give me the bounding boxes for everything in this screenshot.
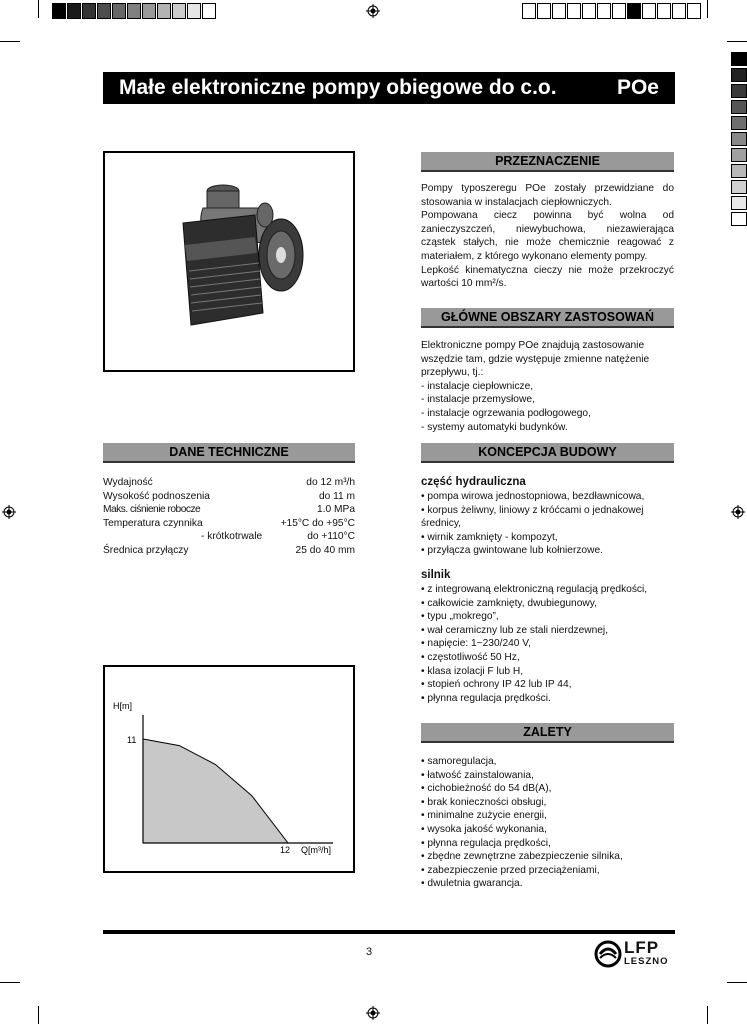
list-item: • brak konieczności obsługi, — [421, 796, 674, 810]
spec-value: 25 do 40 mm — [295, 544, 355, 556]
spec-label: Wydajność — [103, 477, 153, 488]
list-item: • zbędne zewnętrzne zabezpieczenie silnika, — [421, 850, 674, 864]
purpose-paragraph: Pompy typoszeregu POe zostały przewidziane do stosowania w instalacjach ciepłowniczych. — [421, 183, 674, 208]
page-title-bar — [103, 72, 675, 104]
advantages-list — [421, 755, 674, 891]
footer-rule — [103, 930, 675, 934]
spec-label: - krótkotrwale — [201, 531, 263, 543]
hydraulic-subheading: część hydrauliczna — [421, 476, 526, 488]
list-item: • wał ceramiczny lub ze stali nierdzewnej, — [421, 624, 681, 638]
list-item: • płynna regulacja prędkości, — [421, 837, 674, 851]
registration-mark-icon — [2, 505, 16, 519]
table-row — [103, 530, 355, 544]
advantages-text — [421, 755, 674, 891]
list-item: • wirnik zamknięty - kompozyt, — [421, 531, 681, 545]
company-logo — [594, 940, 676, 970]
crop-mark — [707, 1006, 708, 1024]
spec-label: Maks. ciśnienie robocze — [103, 504, 201, 516]
technical-data-table — [103, 476, 355, 558]
logo-text-bottom: LESZNO — [624, 956, 669, 967]
list-item: • częstotliwość 50 Hz, — [421, 651, 681, 665]
table-row — [103, 476, 355, 490]
pump-photo-frame — [103, 151, 355, 372]
list-item: - instalacje ciepłownicze, — [421, 380, 674, 394]
crop-mark — [38, 0, 39, 18]
list-item: • z integrowaną elektroniczną regulacją prędkości, — [421, 583, 681, 597]
table-row — [103, 490, 355, 504]
spec-value: do 11 m — [318, 490, 355, 502]
registration-mark-icon — [366, 1006, 380, 1020]
x-axis-label: Q[m³/h] — [301, 845, 332, 855]
table-row — [103, 517, 355, 531]
crop-mark — [0, 982, 20, 983]
list-item: • korpus żeliwny, liniowy z króćcami o jednakowej średnicy, — [421, 504, 681, 531]
purpose-text — [421, 182, 674, 291]
crop-mark — [727, 41, 747, 42]
list-item: • dwuletnia gwarancja. — [421, 877, 674, 891]
list-item: • płynna regulacja prędkości. — [421, 692, 681, 706]
list-item: - systemy automatyki budynków. — [421, 421, 674, 435]
list-item: • pompa wirowa jednostopniowa, bezdławnicowa, — [421, 490, 681, 504]
section-heading-zalety: ZALETY — [421, 723, 674, 743]
section-heading-przeznaczenie: PRZEZNACZENIE — [421, 152, 674, 172]
list-item: • przyłącza gwintowane lub kołnierzowe. — [421, 544, 681, 558]
operating-area — [143, 739, 288, 843]
page-title: Małe elektroniczne pompy obiegowe do c.o. — [119, 76, 557, 99]
purpose-paragraph: Lepkość kinematyczna cieczy nie może przekroczyć wartości 10 mm²/s. — [421, 264, 674, 290]
spec-value: 1.0 MPa — [317, 504, 355, 516]
spec-value: +15°C do +95°C — [280, 517, 355, 529]
spec-value: do +110°C — [307, 531, 355, 543]
crop-mark — [727, 982, 747, 983]
list-item: • typu „mokrego”, — [421, 610, 681, 624]
spec-label: Średnica przyłączy — [103, 544, 189, 556]
y-axis-label: H[m] — [113, 701, 132, 711]
list-item: • zabezpieczenie przed przeciążeniami, — [421, 864, 674, 878]
spec-label: Temperatura czynnika — [103, 517, 203, 529]
registration-mark-icon — [366, 4, 380, 18]
list-item: • samoregulacja, — [421, 755, 674, 769]
y-tick-label: 11 — [127, 735, 137, 745]
list-item: - instalacje przemysłowe, — [421, 393, 674, 407]
page-number: 3 — [366, 946, 373, 958]
registration-mark-icon — [731, 505, 745, 519]
hydraulic-list — [421, 490, 681, 558]
pump-curve-chart — [105, 667, 353, 871]
model-code: POe — [616, 76, 659, 99]
list-item: • łatwość zainstalowania, — [421, 769, 674, 783]
purpose-paragraph: Pompowana ciecz powinna być wolna od zanieczyszczeń, niewybuchowa, niezawierająca cząstek stałych, nie może chemicznie reagować z materiałem, z którego wykonano elementy pompy. — [421, 210, 674, 262]
list-item: - instalacje ogrzewania podłogowego, — [421, 407, 674, 421]
side-gray-strip — [731, 52, 747, 228]
motor-subheading: silnik — [421, 568, 451, 581]
applications-list — [421, 380, 674, 434]
list-item: • napięcie: 1~230/240 V, — [421, 637, 681, 651]
construction-text — [421, 475, 681, 705]
motor-list — [421, 583, 681, 705]
lfp-logo-icon — [594, 940, 622, 968]
section-heading-dane: DANE TECHNICZNE — [103, 443, 355, 463]
crop-mark — [0, 41, 20, 42]
table-row — [103, 544, 355, 558]
gray-scale-strip — [52, 3, 217, 19]
list-item: • stopień ochrony IP 42 lub IP 44, — [421, 678, 681, 692]
x-tick-label: 12 — [280, 845, 291, 855]
table-row — [103, 503, 355, 517]
list-item: • całkowicie zamknięty, dwubiegunowy, — [421, 597, 681, 611]
pump-curve-chart-frame — [103, 665, 355, 873]
spec-label: Wysokość podnoszenia — [103, 490, 210, 502]
list-item: • minimalne zużycie energii, — [421, 809, 674, 823]
list-item: • wysoka jakość wykonania, — [421, 823, 674, 837]
crop-mark — [707, 0, 708, 18]
color-control-strip — [522, 3, 702, 19]
section-heading-obszary: GŁÓWNE OBSZARY ZASTOSOWAŃ — [421, 308, 674, 328]
list-item: • klasa izolacji F lub H, — [421, 665, 681, 679]
spec-value: do 12 m³/h — [306, 477, 355, 488]
logo-text-top: LFP — [624, 938, 660, 957]
list-item: • cichobieżność do 54 dB(A), — [421, 782, 674, 796]
circulation-pump-image — [105, 153, 353, 370]
crop-mark — [38, 1006, 39, 1024]
applications-intro: Elektroniczne pompy POe znajdują zastosowanie wszędzie tam, gdzie występuje zmienne natężenie przepływu, tj.: — [421, 340, 650, 379]
section-heading-koncepcja: KONCEPCJA BUDOWY — [421, 443, 674, 463]
applications-text — [421, 339, 674, 434]
